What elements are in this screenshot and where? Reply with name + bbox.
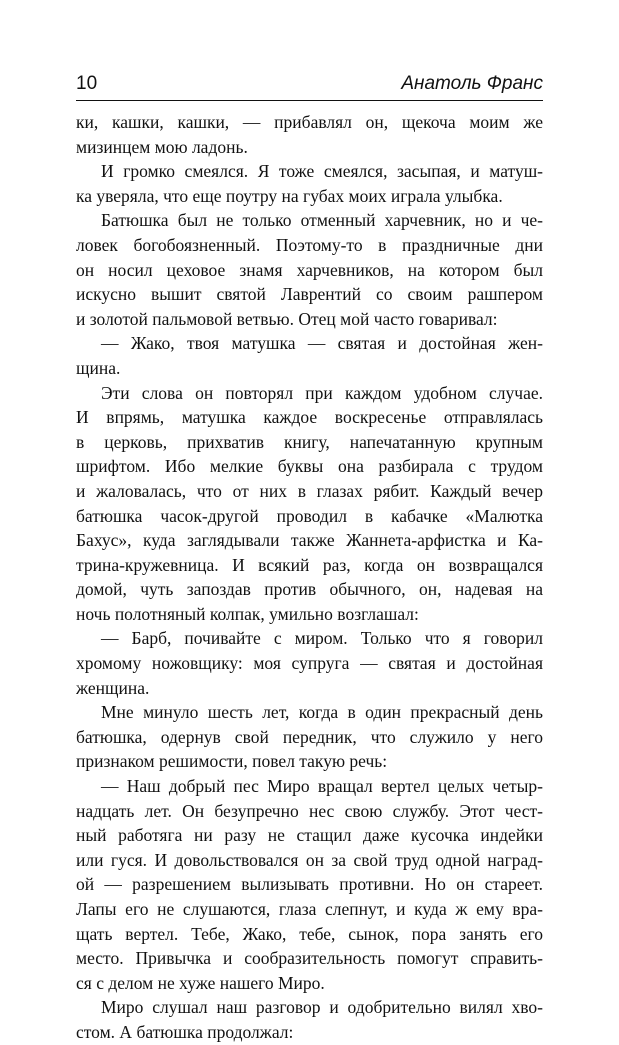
text-line: или гуся. И довольствовался он за свой труд одной наград- [76, 849, 543, 870]
text-line: И впрямь, матушка каждое воскресенье отправлялась [76, 407, 543, 428]
text-line: стом. А батюшка продолжал: [76, 1021, 294, 1042]
text-line: надцать лет. Он безупречно нес свою службу. Этот чест- [76, 800, 543, 821]
text-line: ся с делом не хуже нашего Миро. [76, 972, 325, 993]
text-line: ка уверяла, что еще поутру на губах моих играла улыбка. [76, 185, 503, 206]
text-line: щать вертел. Тебе, Жако, тебе, сынок, пора занять его [76, 923, 543, 944]
text-line: — Наш добрый пес Миро вращал вертел целых четыр- [101, 776, 543, 797]
text-line: Миро слушал наш разговор и одобрительно вилял хво- [101, 997, 543, 1018]
text-line: — Жако, твоя матушка — святая и достойная жен- [101, 333, 543, 354]
text-line: шрифтом. Ибо мелкие буквы она разбирала с трудом [76, 456, 543, 477]
text-line: батюшка часок-другой проводил в кабачке «Малютка [76, 505, 543, 526]
text-line: Эти слова он повторял при каждом удобном случае. [101, 382, 543, 403]
text-line: хромому ножовщику: моя супруга — святая и достойная [76, 653, 543, 674]
body-text [76, 110, 543, 1045]
text-line: Лапы его не слушаются, глаза слепнут, и куда ж ему вра- [76, 899, 543, 919]
page-number: 10 [76, 73, 98, 94]
text-line: ки, кашки, кашки, — прибавлял он, щекоча моим же [76, 112, 543, 132]
text-line: Бахус», куда заглядывали также Жаннета-арфистка и Ка- [76, 530, 543, 551]
text-line: ный работяга ни разу не стащил даже кусочка индейки [76, 825, 543, 846]
text-line: признаком решимости, повел такую речь: [76, 751, 388, 772]
text-line: И громко смеялся. Я тоже смеялся, засыпая, и матуш- [101, 161, 543, 182]
text-line: искусно вышит святой Лаврентий со своим рашпером [76, 284, 543, 305]
text-line: женщина. [76, 677, 150, 698]
text-line: и золотой пальмовой ветвью. Отец мой часто говаривал: [76, 308, 498, 329]
text-line: трина-кружевница. И всякий раз, когда он возвращался [76, 554, 543, 575]
text-line: ой — разрешением вылизывать противни. Но он стареет. [76, 874, 543, 895]
text-line: щина. [76, 357, 121, 378]
text-line: в церковь, прихватив книгу, напечатанную крупным [76, 431, 543, 452]
running-header [76, 70, 543, 101]
text-line: место. Привычка и сообразительность помогут справить- [76, 948, 543, 969]
text-line: батюшка, одернув свой передник, что служило у него [76, 726, 543, 747]
text-line: мизинцем мою ладонь. [76, 136, 248, 157]
text-line: — Барб, почивайте с миром. Только что я говорил [101, 628, 543, 649]
text-line: Мне минуло шесть лет, когда в один прекрасный день [101, 702, 543, 723]
text-line: домой, чуть запоздав против обычного, он, надевая на [76, 579, 543, 600]
text-line: ловек богобоязненный. Поэтому-то в праздничные дни [76, 234, 543, 255]
text-line: он носил цеховое знамя харчевников, на котором был [76, 259, 543, 280]
text-line: Батюшка был не только отменный харчевник, но и че- [101, 210, 543, 231]
text-line: ночь полотняный колпак, умильно возглашал: [76, 603, 419, 624]
text-line: и жаловалась, что от них в глазах рябит. Каждый вечер [76, 480, 543, 501]
running-title: Анатоль Франс [401, 73, 543, 94]
